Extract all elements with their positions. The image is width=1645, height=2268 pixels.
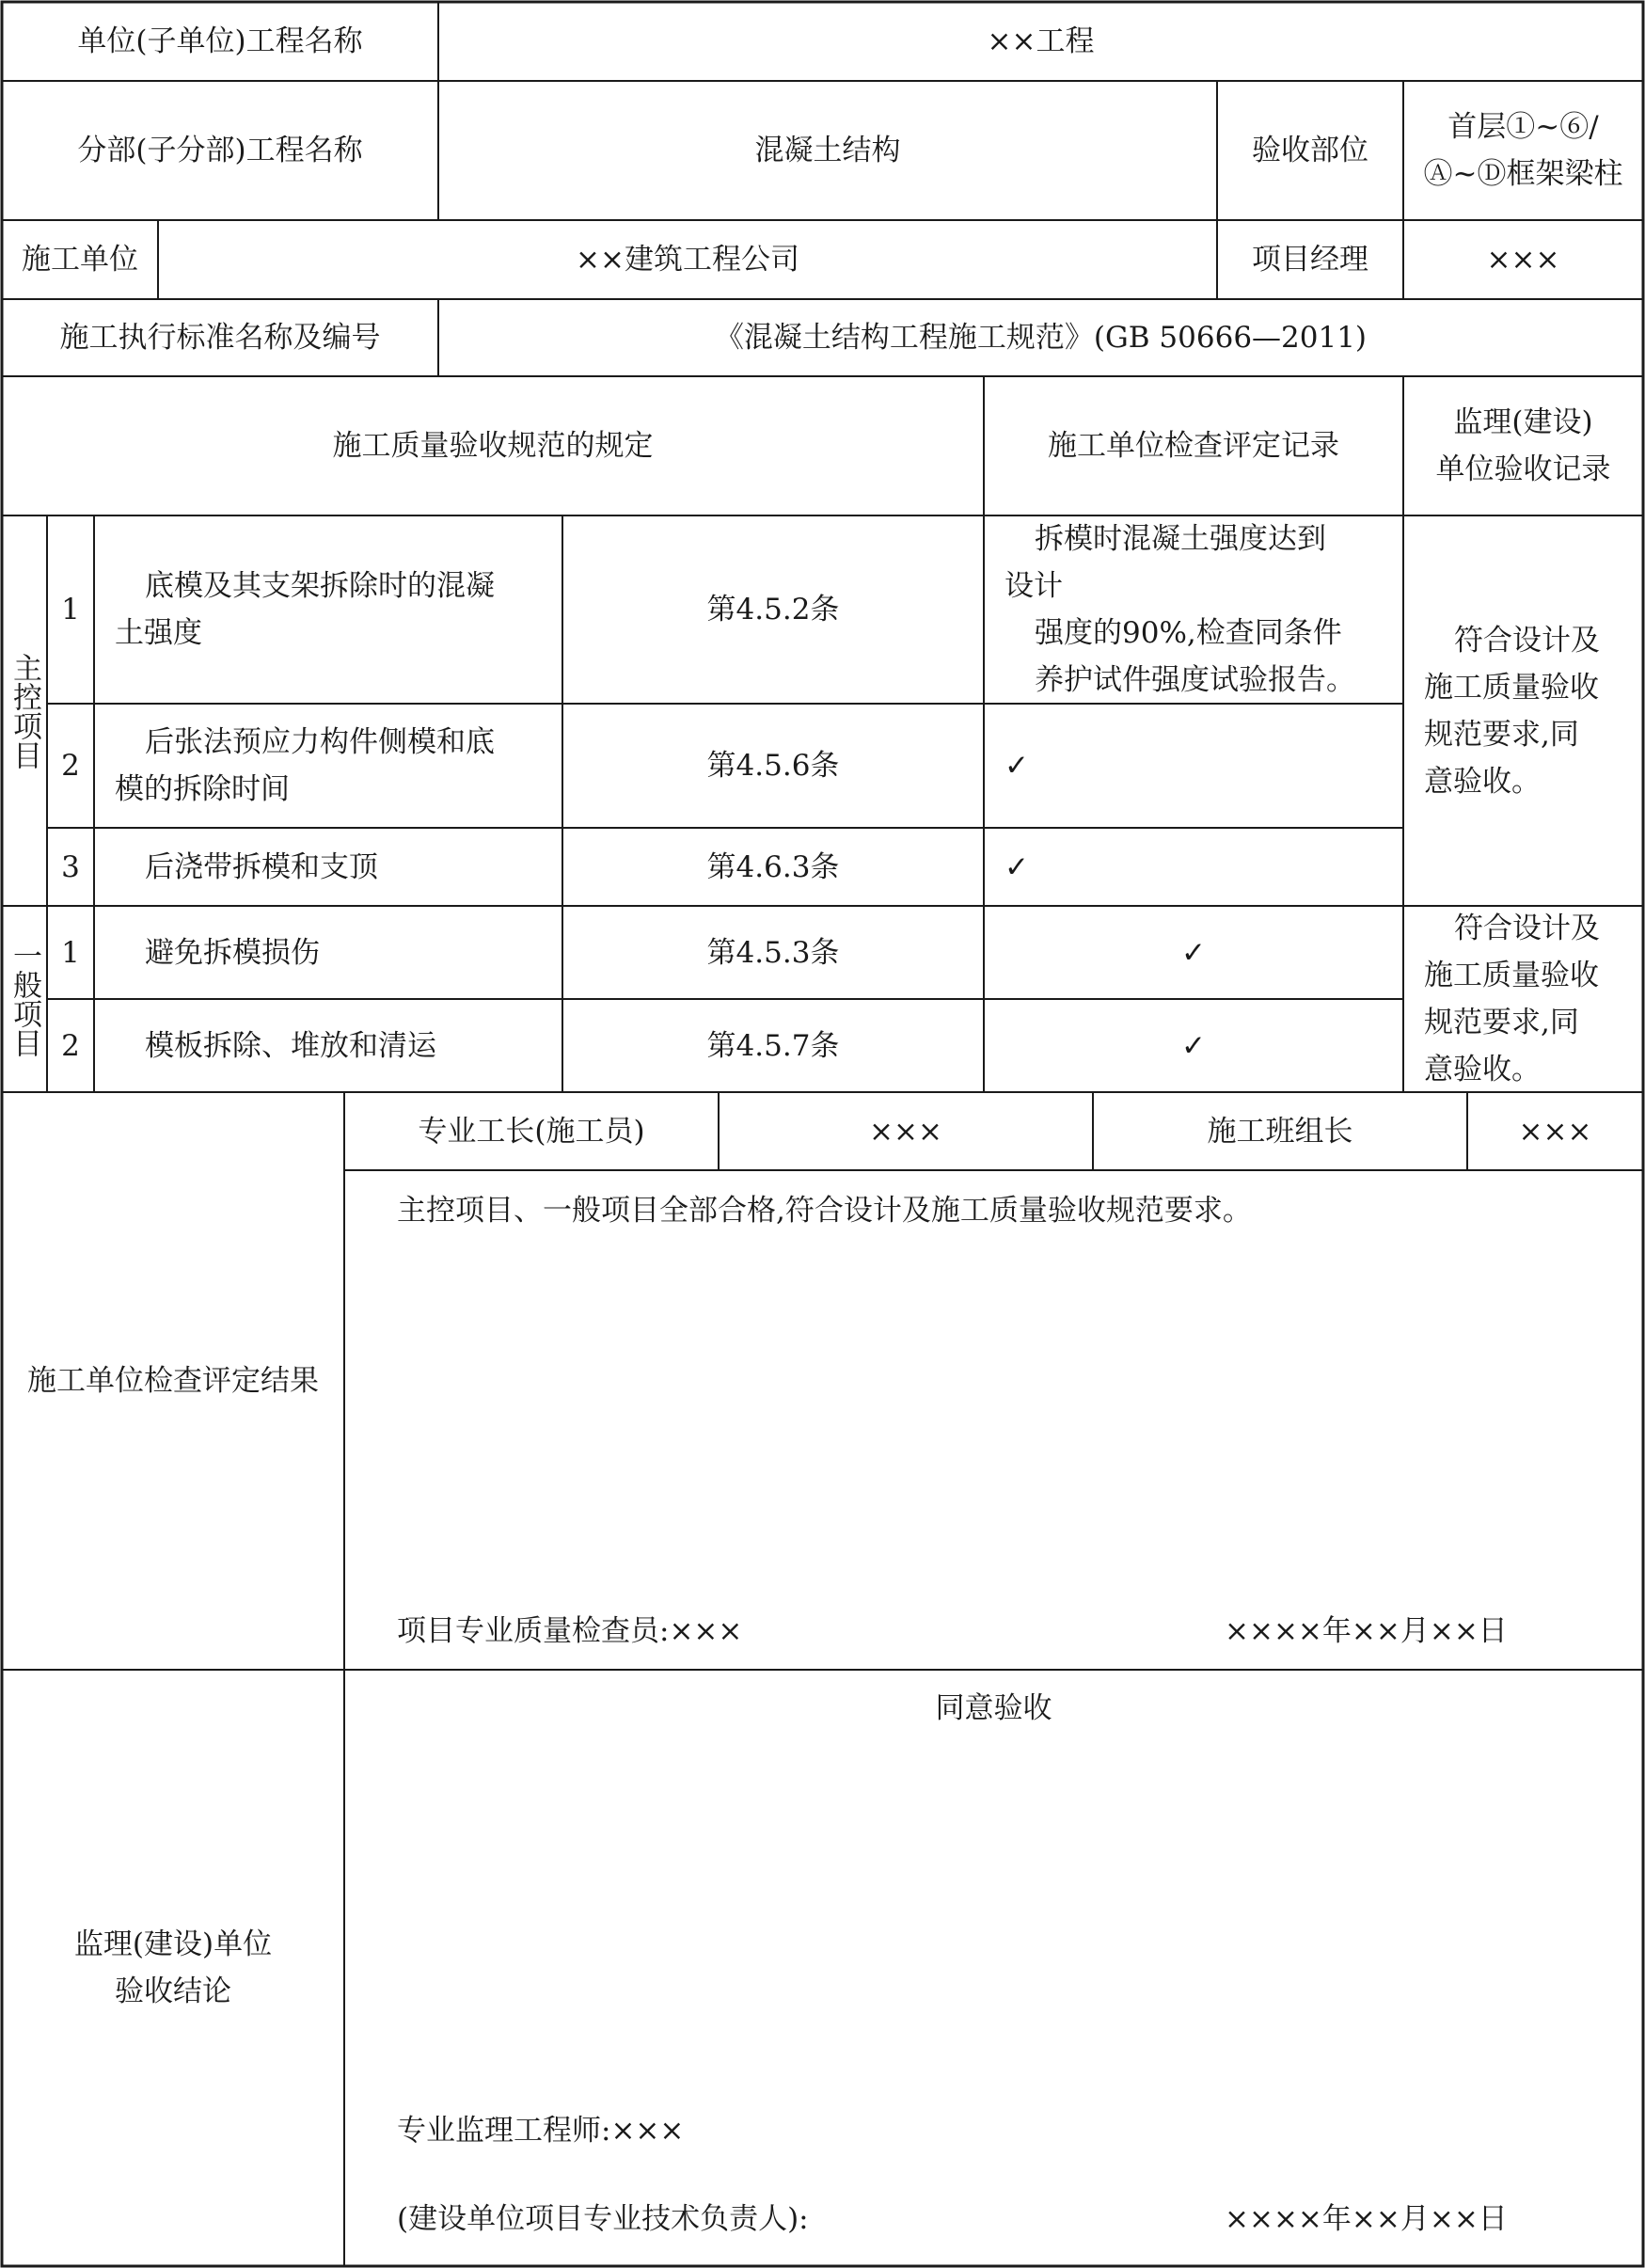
general-verdict <box>1403 906 1643 1092</box>
main-item-2-clause: 第4.5.6条 <box>706 749 840 783</box>
standard-label: 施工执行标准名称及编号 <box>59 321 381 355</box>
general-item-2-desc: 模板拆除、堆放和清运 <box>145 1028 436 1063</box>
team-leader-value: ××× <box>1518 1114 1592 1149</box>
supervision-engineer: 专业监理工程师:××× <box>397 2114 685 2148</box>
main-item-3-no: 3 <box>61 849 80 884</box>
supervision-label-line1: 监理(建设)单位 <box>73 1927 273 1961</box>
main-item-1-desc <box>94 515 562 704</box>
supervision-header-line1: 监理(建设) <box>1453 405 1593 439</box>
main-item-2-desc-line1: 后张法预应力构件侧模和底 <box>145 725 495 759</box>
sub-project-value: 混凝土结构 <box>754 134 901 167</box>
foreman-value: ××× <box>869 1114 942 1149</box>
supervision-column-header <box>1403 376 1643 515</box>
main-item-1-no: 1 <box>61 593 80 626</box>
spec-column-header: 施工质量验收规范的规定 <box>332 429 654 463</box>
check-record-column-header: 施工单位检查评定记录 <box>1048 429 1339 463</box>
main-item-2-desc-line2: 模的拆除时间 <box>115 772 290 806</box>
team-leader-label: 施工班组长 <box>1207 1114 1353 1149</box>
supervision-conclusion: 同意验收 <box>935 1691 1052 1725</box>
main-item-2-record-check-icon: ✓ <box>1004 749 1029 783</box>
general-item-1-desc: 避免拆模损伤 <box>145 935 320 970</box>
general-item-2-record-check-icon: ✓ <box>1181 1028 1206 1063</box>
main-item-3-record-check-icon: ✓ <box>1004 849 1029 884</box>
construction-unit-label: 施工单位 <box>22 243 138 277</box>
construction-date: ××××年××月××日 <box>1225 1614 1508 1648</box>
tech-lead: (建设单位项目专业技术负责人): <box>397 2202 809 2236</box>
unit-project-label: 单位(子单位)工程名称 <box>77 24 363 58</box>
general-verdict-line1: 符合设计及 <box>1454 912 1600 945</box>
general-item-1-no: 1 <box>61 935 80 970</box>
standard-value: 《混凝土结构工程施工规范》(GB 50666—2011) <box>714 321 1368 355</box>
general-item-1-clause: 第4.5.3条 <box>706 935 840 970</box>
foreman-label: 专业工长(施工员) <box>418 1114 645 1149</box>
main-item-1-record-line1: 拆模时混凝土强度达到 <box>1035 522 1326 556</box>
main-item-1-clause: 第4.5.2条 <box>706 593 840 626</box>
project-manager-value: ××× <box>1486 243 1560 277</box>
main-verdict-line3: 规范要求,同 <box>1424 717 1579 752</box>
acceptance-part-value <box>1403 81 1643 220</box>
acceptance-part-line2: Ⓐ~Ⓓ框架梁柱 <box>1423 157 1623 191</box>
main-item-1-desc-line1: 底模及其支架拆除时的混凝 <box>145 569 495 603</box>
construction-conclusion: 主控项目、一般项目全部合格,符合设计及施工质量验收规范要求。 <box>397 1194 1252 1228</box>
general-item-2-no: 2 <box>61 1028 80 1063</box>
main-verdict-line1: 符合设计及 <box>1454 623 1600 658</box>
main-verdict-line2: 施工质量验收 <box>1424 670 1599 705</box>
main-control-verdict <box>1403 515 1643 906</box>
general-item-1-record-check-icon: ✓ <box>1181 935 1206 970</box>
supervision-label-line2: 验收结论 <box>115 1975 231 2008</box>
supervision-result-label <box>2 1670 344 2266</box>
general-verdict-line3: 规范要求,同 <box>1424 1006 1579 1039</box>
acceptance-part-line1: 首层①~⑥/ <box>1447 110 1599 144</box>
main-item-1-record-line4: 养护试件强度试验报告。 <box>1035 663 1355 697</box>
main-item-1-record <box>984 515 1403 704</box>
main-item-1-record-line3: 强度的90%,检查同条件 <box>1035 616 1342 650</box>
quality-inspector: 项目专业质量检查员:××× <box>397 1614 743 1648</box>
supervision-date: ××××年××月××日 <box>1225 2202 1508 2236</box>
main-item-1-record-line2: 设计 <box>1004 569 1063 603</box>
main-verdict-line4: 意验收。 <box>1424 764 1541 799</box>
project-manager-label: 项目经理 <box>1252 243 1368 277</box>
main-control-label: 主控项目 <box>8 652 41 769</box>
main-item-1-desc-line2: 土强度 <box>115 616 202 650</box>
main-item-2-no: 2 <box>61 749 80 783</box>
unit-project-value: ××工程 <box>987 24 1095 58</box>
main-item-3-clause: 第4.6.3条 <box>706 849 840 884</box>
construction-unit-value: ××建筑工程公司 <box>576 243 799 277</box>
general-items-label: 一般项目 <box>8 941 41 1057</box>
construction-result-label: 施工单位检查评定结果 <box>27 1364 319 1398</box>
main-item-3-desc: 后浇带拆模和支顶 <box>145 849 378 884</box>
acceptance-part-label: 验收部位 <box>1252 134 1368 167</box>
general-item-2-clause: 第4.5.7条 <box>706 1028 840 1063</box>
supervision-header-line2: 单位验收记录 <box>1435 452 1611 486</box>
general-verdict-line4: 意验收。 <box>1424 1053 1541 1086</box>
main-item-2-desc <box>94 704 562 828</box>
general-verdict-line2: 施工质量验收 <box>1424 959 1599 992</box>
sub-project-label: 分部(子分部)工程名称 <box>77 134 363 167</box>
